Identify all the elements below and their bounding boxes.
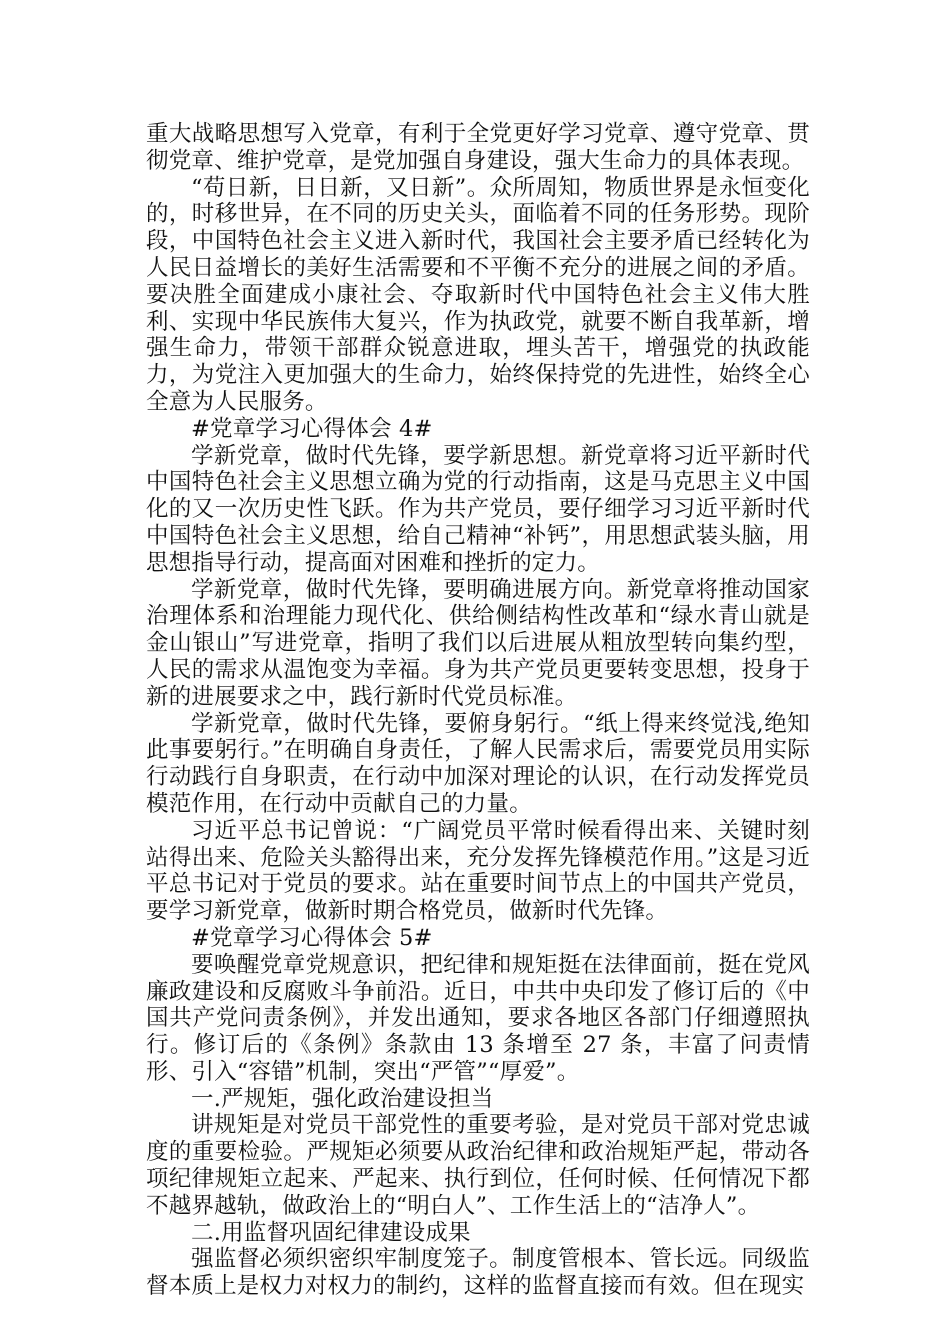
- paragraph-6: 习近平总书记曾说：“广阔党员平常时候看得出来、关键时刻站得出来、危险关头豁得出来，充分发挥先锋模范作用。”这是习近平总书记对于党员的要求。站在重要时间节点上的中国共产党员，要学习新党章，做新时期合格党员，做新时代先锋。: [146, 817, 810, 925]
- paragraph-8: 讲规矩是对党员干部党性的重要考验，是对党员干部对党忠诚度的重要检验。严规矩必须要从政治纪律和政治规矩严起，带动各项纪律规矩立起来、严起来、执行到位，任何时候、任何情况下都不越界越轨，做政治上的“明白人”、工作生活上的“洁净人”。: [146, 1112, 810, 1219]
- paragraph-7: 要唤醒党章党规意识，把纪律和规矩挺在法律面前，挺在党风廉政建设和反腐败斗争前沿。近日，中共中央印发了修订后的《中国共产党问责条例》，并发出通知，要求各地区各部门仔细遵照执行。修订后的《条例》条款由 13 条增至 27 条，丰富了问责情形、引入“容错”机制，突出“严管”“厚爱”。: [146, 951, 810, 1085]
- subheading-1: 一.严规矩，强化政治建设担当: [191, 1085, 494, 1112]
- paragraph-4: 学新党章，做时代先锋，要明确进展方向。新党章将推动国家治理体系和治理能力现代化、供给侧结构性改革和“绿水青山就是金山银山”写进党章，指明了我们以后进展从粗放型转向集约型，人民的需求从温饱变为幸福。身为共产党员更要转变思想，投身于新的进展要求之中，践行新时代党员标准。: [146, 576, 810, 710]
- paragraph-9: 强监督必须织密织牢制度笼子。制度管根本、管长远。同级监督本质上是权力对权力的制约，这样的监督直接而有效。但在现实: [146, 1246, 810, 1300]
- section-heading-5: #党章学习心得体会 5#: [191, 924, 433, 951]
- paragraph-3: 学新党章，做时代先锋，要学新思想。新党章将习近平新时代中国特色社会主义思想立确为党的行动指南，这是马克思主义中国化的又一次历史性飞跃。作为共产党员，要仔细学习习近平新时代中国特色社会主义思想，给自己精神“补钙”，用思想武装头脑，用思想指导行动，提高面对困难和挫折的定力。: [146, 442, 810, 576]
- paragraph-1: 重大战略思想写入党章，有利于全党更好学习党章、遵守党章、贯彻党章、维护党章，是党加强自身建设，强大生命力的具体表现。: [146, 121, 810, 174]
- paragraph-5: 学新党章，做时代先锋，要俯身躬行。“纸上得来终觉浅,绝知此事要躬行。”在明确自身责任，了解人民需求后，需要党员用实际行动践行自身职责，在行动中加深对理论的认识，在行动发挥党员模范作用，在行动中贡献自己的力量。: [146, 710, 810, 817]
- paragraph-2: “苟日新，日日新，又日新”。众所周知，物质世界是永恒变化的，时移世异，在不同的历史关头，面临着不同的任务形势。现阶段，中国特色社会主义进入新时代，我国社会主要矛盾已经转化为人民日益增长的美好生活需要和不平衡不充分的进展之间的矛盾。要决胜全面建成小康社会、夺取新时代中国特色社会主义伟大胜利、实现中华民族伟大复兴，作为执政党，就要不断自我革新，增强生命力，带领干部群众锐意进取，埋头苦干，增强党的执政能力，为党注入更加强大的生命力，始终保持党的先进性，始终全心全意为人民服务。: [146, 174, 810, 415]
- subheading-2: 二.用监督巩固纪律建设成果: [191, 1219, 471, 1246]
- section-heading-4: #党章学习心得体会 4#: [191, 415, 433, 442]
